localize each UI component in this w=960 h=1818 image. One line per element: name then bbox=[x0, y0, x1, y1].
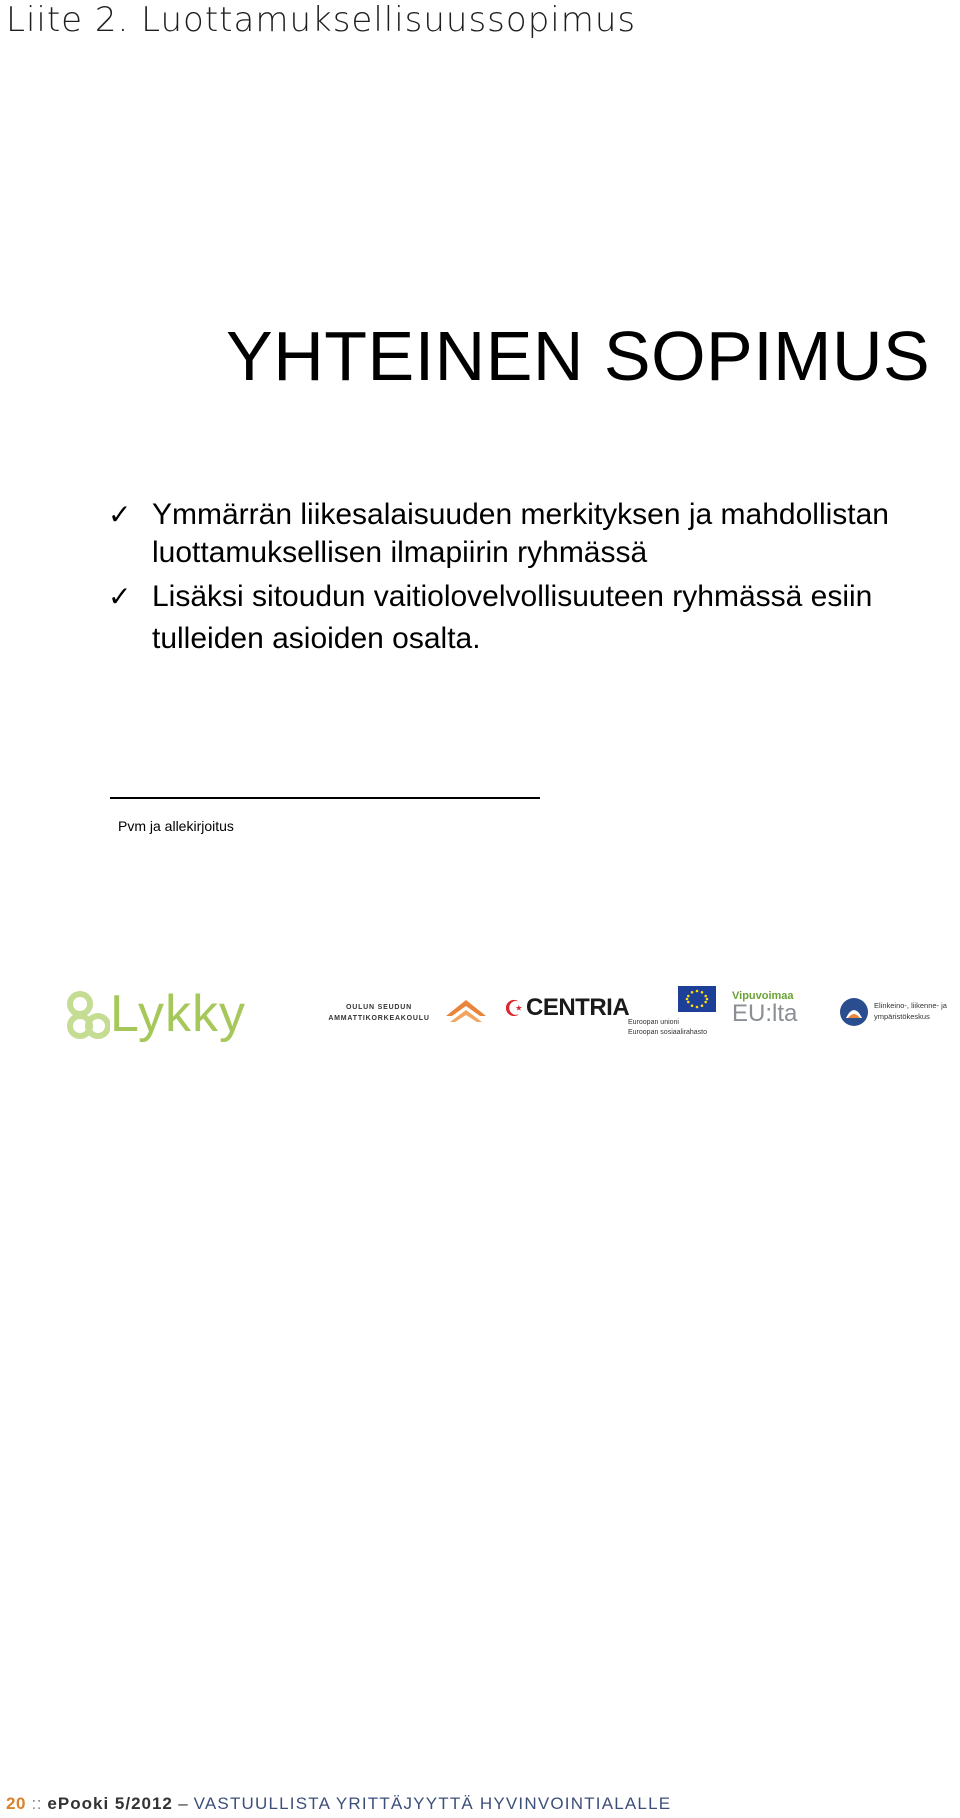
vipuvoimaa-logo-bottom: EU:lta bbox=[732, 1000, 798, 1027]
footer-page-number: 20 bbox=[6, 1794, 27, 1813]
checklist-item-text: Ymmärrän liikesalaisuuden merkityksen ja mahdollistan luottamuksellisen ilmapiirin ryhmässä bbox=[152, 498, 889, 569]
lykky-logo-mark-icon bbox=[66, 990, 110, 1040]
eu-esf-logo bbox=[628, 986, 718, 1038]
footer-publication-title: VASTUULLISTA YRITTÄJYYTTÄ HYVINVOINTIALALLE bbox=[193, 1794, 672, 1813]
lykky-logo-text: Lykky bbox=[110, 985, 246, 1043]
eu-logo-caption bbox=[628, 1018, 707, 1038]
page-footer bbox=[6, 1794, 671, 1814]
ely-logo bbox=[838, 996, 950, 1032]
checklist-item bbox=[108, 576, 948, 660]
oamk-logo bbox=[328, 1002, 430, 1030]
page-heading: Liite 2. Luottamuksellisuussopimus bbox=[6, 0, 637, 40]
ely-logo-line1: Elinkeino-, liikenne- ja bbox=[874, 1001, 947, 1010]
agreement-checklist bbox=[108, 496, 948, 664]
eu-logo-line1: Euroopan unioni bbox=[628, 1019, 679, 1026]
signature-line bbox=[110, 797, 540, 799]
checkmark-icon: ✓ bbox=[108, 580, 132, 613]
agreement-title: YHTEINEN SOPIMUS bbox=[226, 317, 931, 395]
centria-logo bbox=[504, 994, 630, 1030]
lykky-logo bbox=[66, 985, 256, 1048]
footer-dash: – bbox=[178, 1794, 189, 1813]
checklist-item-text: Lisäksi sitoudun vaitiolovelvollisuuteen ryhmässä esiin tulleiden asioiden osalta. bbox=[152, 580, 873, 655]
checkmark-icon: ✓ bbox=[108, 498, 132, 531]
checklist-item bbox=[108, 496, 948, 572]
vipuvoimaa-logo bbox=[732, 990, 828, 1034]
ely-logo-text bbox=[874, 1000, 947, 1022]
eu-logo-line2: Euroopan sosiaalirahasto bbox=[628, 1029, 707, 1036]
ely-logo-line2: ympäristökeskus bbox=[874, 1012, 930, 1021]
centria-logo-text: CENTRIA bbox=[526, 994, 630, 1021]
footer-magazine: ePooki 5/2012 bbox=[47, 1794, 173, 1813]
footer-separator: :: bbox=[31, 1794, 43, 1813]
vipuvoimaa-logo-top: Vipuvoimaa bbox=[732, 990, 794, 1002]
signature-label: Pvm ja allekirjoitus bbox=[118, 818, 234, 834]
eu-flag-icon bbox=[678, 986, 716, 1012]
oamk-logo-line1: OULUN SEUDUN bbox=[346, 1004, 412, 1011]
oamk-emblem-icon bbox=[444, 996, 488, 1028]
oamk-logo-line2: AMMATTIKORKEAKOULU bbox=[328, 1015, 430, 1022]
centria-logo-mark-icon: ☪ bbox=[504, 996, 524, 1021]
ely-emblem-icon bbox=[838, 996, 870, 1028]
